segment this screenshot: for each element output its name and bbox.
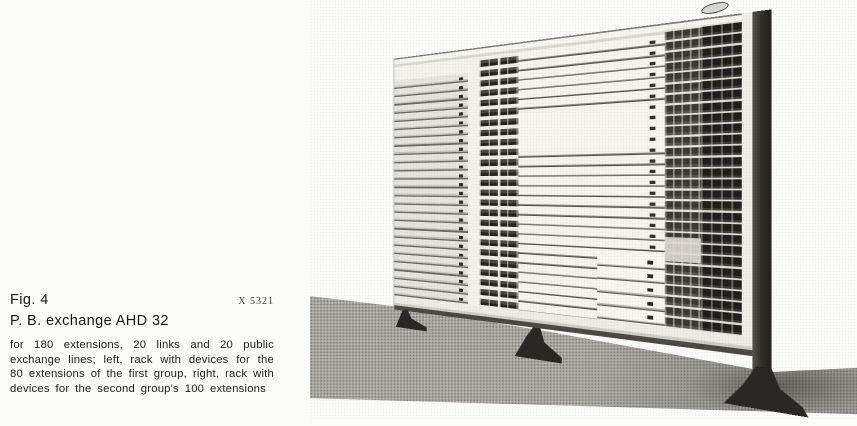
- relay-column-right-inner: [665, 25, 701, 331]
- figure-label: Fig. 4: [10, 292, 49, 308]
- photo-reference-number: X 5321: [238, 296, 274, 307]
- figure-title: P. B. exchange AHD 32: [10, 313, 169, 329]
- device-drawers: [597, 253, 664, 327]
- rack-shelves-first-group: [394, 73, 468, 304]
- rack-edge-strip: [742, 12, 753, 337]
- relay-column-light-patch: [665, 237, 701, 263]
- figure-caption: [10, 292, 274, 396]
- rack-divider-strip: [468, 59, 481, 306]
- relay-column-right-outer: [701, 20, 742, 336]
- rack-side-post: [752, 9, 771, 408]
- manufacturer-logo-icon: [700, 0, 730, 16]
- figure-description: for 180 extensions, 20 links and 20 public exchange lines; left, rack with devices for the 80 extensions of the first group, right, rack with devices for the second group's 100 extensions: [10, 339, 274, 395]
- drawer-fasteners: [647, 256, 653, 326]
- relay-column-middle: [480, 54, 519, 310]
- equipment-rack: [394, 9, 771, 358]
- shelf-fasteners-left: [459, 74, 463, 304]
- figure-photo: [310, 0, 857, 420]
- caption-header: [10, 292, 274, 308]
